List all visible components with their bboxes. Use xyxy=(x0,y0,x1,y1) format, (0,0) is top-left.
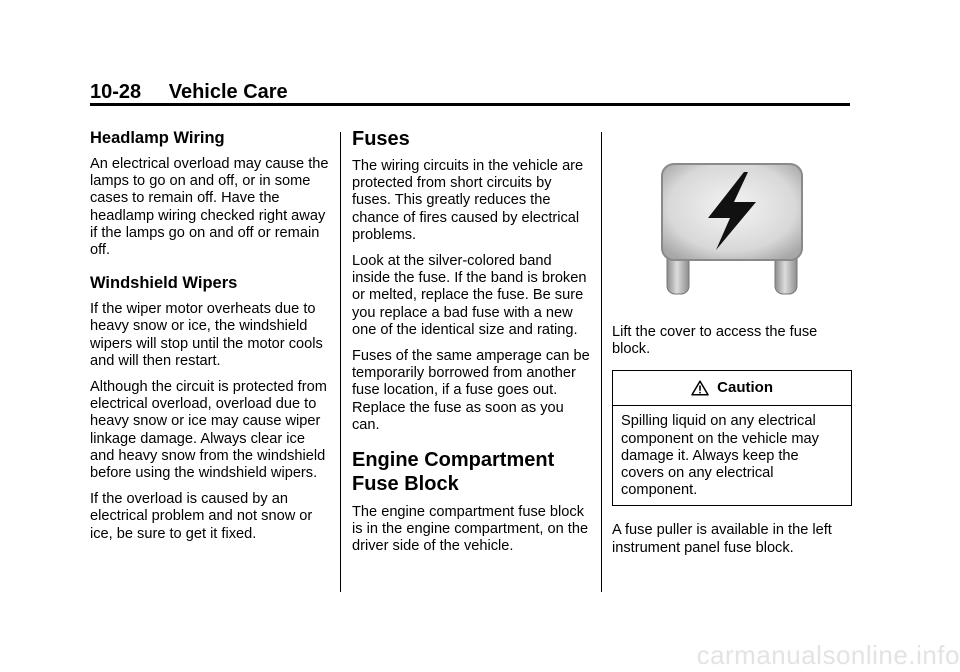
wipers-paragraph-2: Although the circuit is protected from electrical overload, overload due to heavy snow or ice may cause wiper linkage damage. Always clear ice and heavy snow from the windshield before using the windshield wipers. xyxy=(90,379,327,482)
fuse-puller-text: A fuse puller is available in the left instrument panel fuse block. xyxy=(612,522,832,556)
fuse-lightning-icon xyxy=(652,156,812,296)
headlamp-wiring-heading: Headlamp Wiring xyxy=(90,129,225,147)
wipers-paragraph-3: If the overload is caused by an electrical problem and not snow or ice, be sure to get it fixed. xyxy=(90,491,313,542)
page-header xyxy=(90,80,288,104)
fuses-paragraph-1: The wiring circuits in the vehicle are protected from short circuits by fuses. This greatly reduces the chance of fires caused by electrical problems. xyxy=(352,158,584,243)
fuse-figure xyxy=(612,128,852,324)
fuses-paragraph-3: Fuses of the same amperage can be temporarily borrowed from another fuse location, if a fuse goes out. Replace the fuse as soon as you can. xyxy=(352,348,590,433)
column-middle xyxy=(352,128,590,565)
fuses-paragraph-2: Look at the silver-colored band inside the fuse. If the band is broken or melted, replace the fuse. Be sure you replace a bad fuse with a new one of the identical size and rating. xyxy=(352,253,587,338)
headlamp-wiring-text: An electrical overload may cause the lamps to go on and off, or in some cases to remain off. Have the headlamp wiring checked right away if the lamps go on and off or remain off. xyxy=(90,156,329,259)
watermark: carmanualsonline.info xyxy=(696,640,960,670)
column-divider xyxy=(340,132,341,592)
column-left xyxy=(90,128,330,552)
section-title: Vehicle Care xyxy=(168,81,288,103)
wipers-paragraph-1: If the wiper motor overheats due to heavy snow or ice, the windshield wipers will stop until the motor cools and will then restart. xyxy=(90,301,323,369)
windshield-wipers-heading: Windshield Wipers xyxy=(90,274,238,293)
engine-fuse-block-text: The engine compartment fuse block is in the engine compartment, on the driver side of the vehicle. xyxy=(352,504,589,555)
caution-title: Caution xyxy=(717,379,773,397)
warning-triangle-icon xyxy=(691,380,709,396)
header-rule xyxy=(90,103,850,106)
column-divider xyxy=(601,132,602,592)
caution-header xyxy=(613,371,851,406)
column-right xyxy=(612,128,852,566)
lift-cover-text: Lift the cover to access the fuse block. xyxy=(612,324,818,358)
page-number: 10-28 xyxy=(90,81,142,103)
caution-text: Spilling liquid on any electrical component on the vehicle may damage it. Always keep the covers on any electrical component. xyxy=(621,413,819,499)
caution-box xyxy=(612,370,852,506)
fuses-heading: Fuses xyxy=(352,128,410,150)
engine-compartment-fuse-block-heading: Engine Compartment Fuse Block xyxy=(352,449,555,496)
